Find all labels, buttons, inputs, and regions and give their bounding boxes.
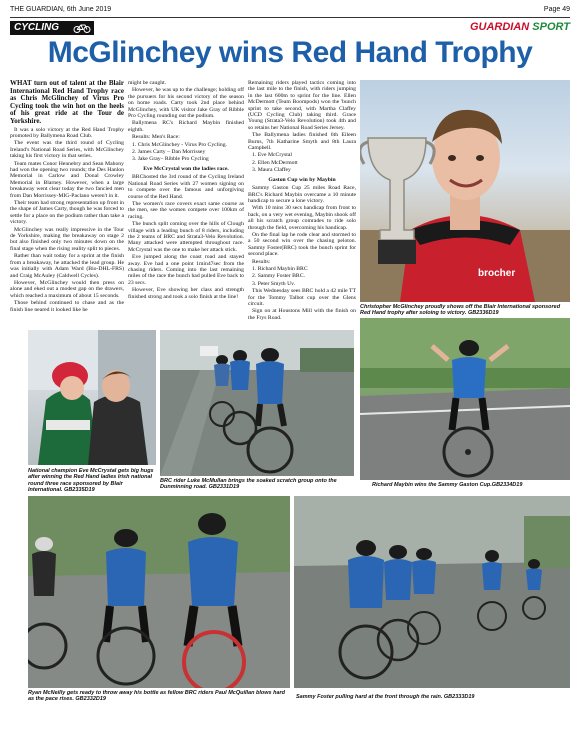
result-item: 3. Maura Claffey bbox=[252, 167, 291, 174]
paragraph: Those behind continued to chase and as the finish line neared it looked like he bbox=[10, 300, 124, 313]
bunch-in-rain-illustration bbox=[294, 496, 570, 688]
paragraph: It was a solo victory at the Red Hand Trophy promoted by Ballymena Road Club. bbox=[10, 126, 124, 139]
paragraph: McGlinchey was really impressive in the Tour de Yorkshire, making the breakaway on stage 2 but also finished only two minutes down on the final stage when the rising reality split to pieces. bbox=[10, 226, 124, 252]
subheading-gaston-cup: Gaston Cup win by Maybin bbox=[268, 176, 336, 183]
section-tag bbox=[10, 21, 94, 35]
results-heading: Results: bbox=[252, 258, 271, 265]
result-item: 1. Richard Maybin BRC bbox=[252, 265, 308, 272]
subheading-ladies-race: Eve McCrystal won the ladies race. bbox=[143, 165, 229, 172]
article-headline: McGlinchey wins Red Hand Trophy bbox=[47, 36, 533, 69]
photo-ryan-mcneilly bbox=[28, 496, 290, 688]
result-item: 2. Sammy Foster BRC. bbox=[252, 273, 305, 280]
result-item: 3. Peter Smyth Uv. bbox=[252, 280, 296, 287]
caption-richard: Richard Maybin wins the Sammy Gaston Cup.GB2334D19 bbox=[372, 482, 523, 488]
caption-sammy: Sammy Foster pulling hard at the front through the rain. GB2333D19 bbox=[296, 694, 475, 700]
result-item: 3. Jake Gray– Ribble Pro Cycling bbox=[132, 156, 209, 163]
header-rule bbox=[10, 17, 570, 18]
paragraph: However, McGlinchey would then press on alone and eked out a modest gap on the drawers, which reached a maximum of about 15 seconds. bbox=[10, 279, 124, 299]
paragraph: The bunch split coming over the hills of Clough village with a leading bunch of 8 riders, including the 2 teams of BRC and Strata3-Velo Revolution. Many attacked were attempted throughout race. McCrystal was the one to make her attack stick. bbox=[128, 221, 244, 253]
paragraph: With 10 mins 30 secs handicap from front to back, on a very wet evening, Maybin shook off all his scratch group comrades to ride solo through the field, overcoming his handicap. bbox=[248, 205, 356, 231]
bicycle-icon bbox=[73, 23, 91, 33]
paragraph: The event was the third round of Cycling Ireland's National Road Series, with McGlinchey taking his first victory in that series. bbox=[10, 140, 124, 160]
paragraph: BRChosted the 3rd round of the Cycling Ireland National Road Series with 27 women signing on to compete over the famous and unforgiving course of the Red Hand. bbox=[128, 174, 244, 200]
results-heading: Results: Men's Race: bbox=[132, 134, 180, 141]
article-column-3 bbox=[248, 80, 356, 330]
paragraph: Rather than wait today for a sprint at the finish from a breakaway, he attacked the lead group. He was initially with Adam Ward (Bio-DHL-FRS) and Craig McAuley (Caldwell Cycles). bbox=[10, 253, 124, 279]
trophy-winner-illustration bbox=[360, 80, 570, 302]
article-column-2 bbox=[128, 80, 244, 330]
caption-trophy: Christopher McGlinchey proudly shows off the Blair International sponsored Red Hand trophy after soloing to victory. GB2336D19 bbox=[360, 304, 561, 317]
paragraph: On the final lap he rode clear and stormed to a 50 second win over the chasing peloton. Sammy Foster(BRC) took the bunch sprint for second place. bbox=[248, 231, 356, 258]
paragraph: Remaining riders played tactics coming into the last mile to the finish, with riders jumping in the last 600m to sprint for the line. Ellen McDermott (Team Boompods) won the 'bunch sprint to take second, with Martha Claffey (UCD Cycling Club) taking third. Grace Young (Strata3-Velo Revolution) took 4th and so retains her National Road Series Jersey. bbox=[248, 80, 356, 131]
eve-hug-illustration bbox=[28, 330, 156, 465]
paragraph: Sign on at Houstons Mill with the finish on the Frys Road. bbox=[248, 308, 356, 321]
paragraph: might be caught. bbox=[128, 80, 167, 86]
paragraph: Ballymena RC's Richard Maybin finished eighth. bbox=[128, 120, 244, 133]
paragraph: Eve jumped along the coast road and stayed away. Eve had a one point 1min47sec from the chasing riders. Coming into the last remaining miles of the race the bunch had pulled Eve back to 23 secs. bbox=[128, 254, 244, 286]
paragraph: The Ballymena ladies finished 6th Eileen Burns, 7th Katharine Smyth and 8th Laura Campbell. bbox=[248, 132, 356, 152]
scratch-group-illustration bbox=[160, 330, 354, 476]
paragraph: Their team had strong representation up front in the shape of James Carty, though he was forced to settle for a place on the podium rather than take a victory. bbox=[10, 200, 124, 226]
paragraph: Team mates Conor Hennebry and Sean Mahony had won the opening two rounds; the Des Hanlon Memorial in Carlow and Donal Crowley Memorial in Blarney. However, when a large breakaway went clear today the two fancied men from Dan Morrissey-MIG-Paclano weren't in it. bbox=[10, 160, 124, 199]
riders-bottle-illustration bbox=[28, 496, 290, 688]
section-label: CYCLING bbox=[14, 22, 59, 33]
photo-trophy-winner bbox=[360, 80, 570, 302]
paragraph: This Wednesday sees BRC hold a 42 mile TT for the Tommy Talbot cup over the Glens circuit. bbox=[248, 288, 356, 307]
section-brand bbox=[470, 21, 570, 33]
photo-sammy-foster bbox=[294, 496, 570, 688]
caption-eve: National champion Eve McCrystal gets big hugs after winning the Red Hand ladies Irish national round three race sponsored by Blair International. GB2335D19 bbox=[28, 468, 154, 493]
brand-word-1: GUARDIAN bbox=[469, 21, 530, 33]
paragraph: However, Eve showing her class and strength finished strong and took a solo finish at the line! bbox=[128, 287, 244, 300]
paragraph: Sammy Gaston Cup 25 miles Road Race, BRC's Richard Maybin overcame a 10 minute handicap to secure a lone victory. bbox=[248, 185, 356, 204]
caption-ryan: Ryan McNeilly gets ready to throw away his bottle as fellow BRC riders Paul McQuillan blows hard as the pace rises. GB2332D19 bbox=[28, 690, 286, 703]
page-number: Page 49 bbox=[543, 6, 570, 13]
paragraph: The women's race covers exact same course as the men, see the women compete over 100km of racing. bbox=[128, 200, 244, 220]
article-column-1 bbox=[10, 80, 124, 330]
photo-richard-maybin bbox=[360, 318, 570, 480]
lead-paragraph: WHAT turn out of talent at the Blair International Red Hand Trophy race as Chris McGlinchey of Virus Pro Cycling took the win hot on the heels of his great ride at the Tour de Yorkshire. bbox=[10, 80, 124, 125]
result-item: 2. Ellen McDermott bbox=[252, 159, 298, 166]
photo-eve-mccrystal bbox=[28, 330, 156, 465]
result-item: 1. Chris McGlinchey - Virus Pro Cycling. bbox=[132, 141, 227, 148]
result-item: 2. James Carty – Dan Morrissey bbox=[132, 149, 206, 156]
photo-luke-mcmullan bbox=[160, 330, 354, 476]
publication-date: THE GUARDIAN, 6th June 2019 bbox=[10, 6, 112, 13]
result-item: 1. Eve McCrystal bbox=[252, 152, 292, 159]
solo-winner-illustration bbox=[360, 318, 570, 480]
paragraph: However, he was up to the challenge; holding off the pursuers for his second victory of the season on home roads. Carty took 2nd place behind McGlinchey, with UK visitor Jake Gray of Ribble Pro Cycling rounding out the podium. bbox=[128, 87, 244, 120]
kit-sponsor-text: brocher bbox=[478, 268, 516, 279]
caption-luke: BRC rider Luke McMullan brings the soaked scratch group onto the Dunminning road. GB2331D19 bbox=[160, 478, 337, 491]
brand-word-2: SPORT bbox=[532, 21, 570, 33]
